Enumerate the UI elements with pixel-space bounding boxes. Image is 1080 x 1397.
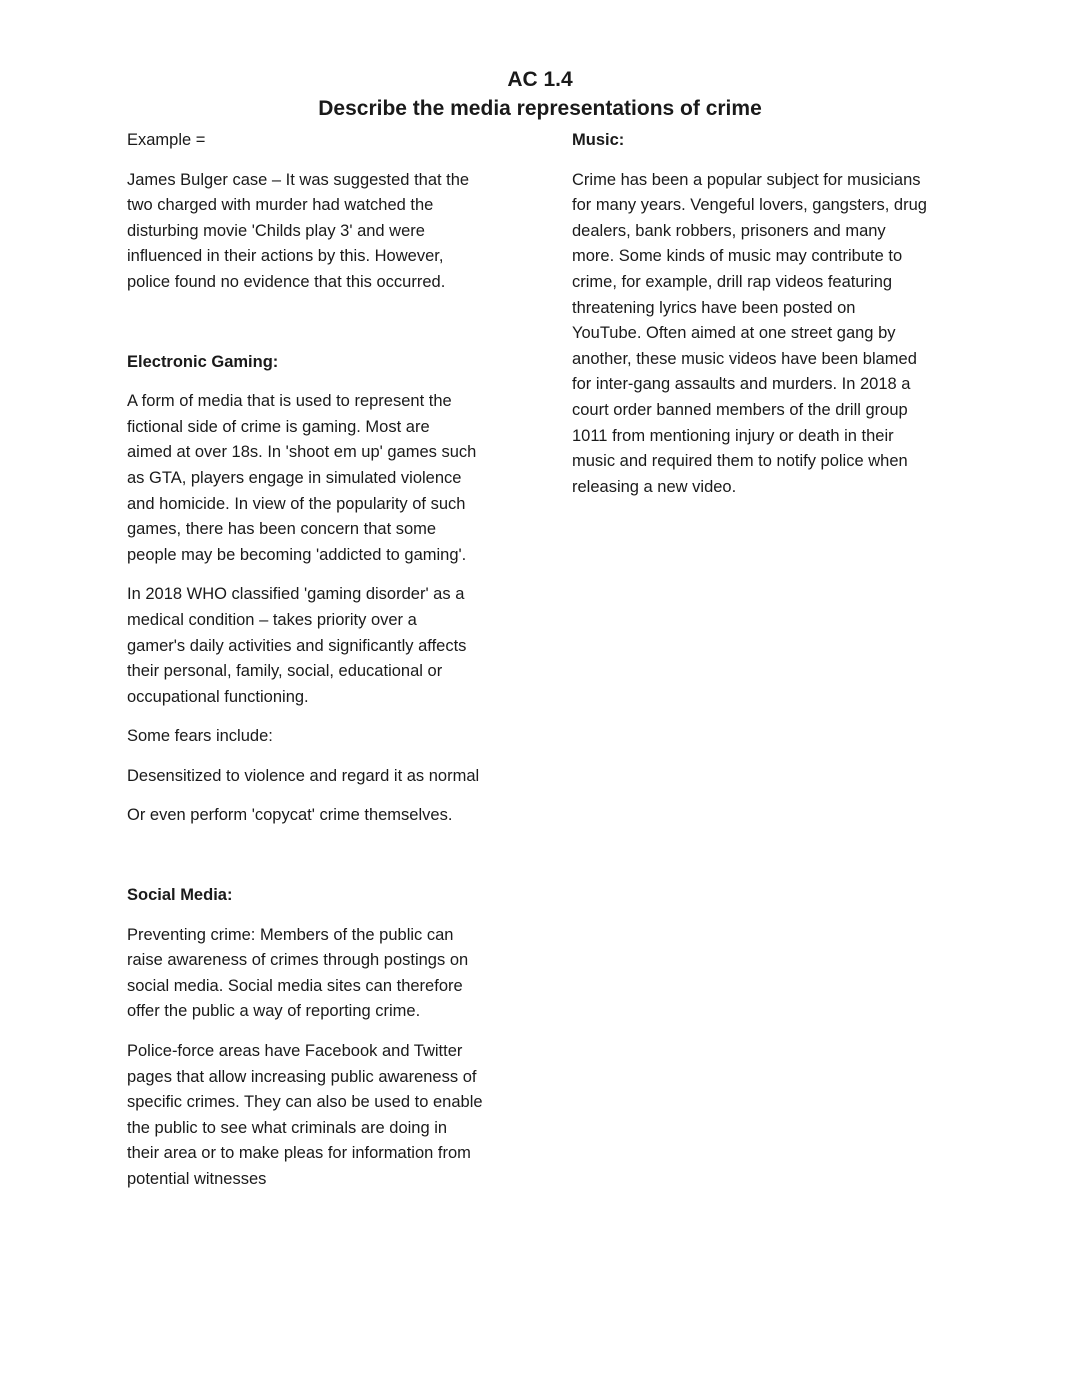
text-line: James Bulger case – It was suggested that the [127,170,470,189]
text-line: releasing a new video. [572,477,737,496]
text-line: aimed at over 18s. In 'shoot em up' games such [127,443,477,462]
text-line: specific crimes. They can also be used to enable [127,1093,483,1112]
gaming-heading: Electronic Gaming: [127,352,279,371]
fear-item-copycat: Or even perform 'copycat' crime themselves. [127,806,453,825]
text-line: games, there has been concern that some [127,520,437,539]
text-line: police found no evidence that this occurred. [127,272,446,291]
text-line: for inter-gang assaults and murders. In 2018 a [572,375,911,394]
social-paragraph-2 [127,1039,527,1193]
text-line: raise awareness of crimes through postings on [127,951,469,970]
text-line: Preventing crime: Members of the public can [127,925,454,944]
text-line: another, these music videos have been blamed [572,349,917,368]
bulger-paragraph [127,168,527,296]
text-line: two charged with murder had watched the [127,196,434,215]
gaming-paragraph-2 [127,582,527,710]
text-line: Crime has been a popular subject for musicians [572,170,921,189]
text-line: disturbing movie 'Childs play 3' and were [127,221,425,240]
text-line: gamer's daily activities and significantly affects [127,636,467,655]
text-line: people may be becoming 'addicted to gaming'. [127,545,467,564]
text-line: fictional side of crime is gaming. Most are [127,417,430,436]
text-line: In 2018 WHO classified 'gaming disorder' as a [127,585,465,604]
text-line: A form of media that is used to represent the [127,392,452,411]
text-line: for many years. Vengeful lovers, gangsters, drug [572,196,927,215]
social-paragraph-1 [127,923,527,1025]
text-line: YouTube. Often aimed at one street gang by [572,324,896,343]
example-label: Example = [127,131,206,149]
page-title: Describe the media representations of crime [318,97,762,120]
text-line: influenced in their actions by this. However, [127,247,444,266]
text-line: occupational functioning. [127,687,309,706]
left-column [127,128,527,1193]
text-line: their area or to make pleas for information from [127,1144,471,1163]
social-media-heading: Social Media: [127,886,233,905]
text-line: pages that allow increasing public awareness of [127,1067,477,1086]
music-paragraph [572,168,972,501]
right-column [572,128,972,500]
fear-item-desensitized: Desensitized to violence and regard it as normal [127,766,480,785]
text-line: threatening lyrics have been posted on [572,298,856,317]
text-line: as GTA, players engage in simulated violence [127,468,462,487]
page-header [0,66,1080,124]
text-line: more. Some kinds of music may contribute to [572,247,903,266]
music-heading: Music: [572,131,625,149]
text-line: 1011 from mentioning injury or death in their [572,426,894,445]
text-line: the public to see what criminals are doing in [127,1118,448,1137]
text-line: medical condition – takes priority over a [127,610,417,629]
text-line: offer the public a way of reporting crime. [127,1002,421,1021]
text-line: crime, for example, drill rap videos featuring [572,272,893,291]
text-line: social media. Social media sites can therefore [127,976,463,995]
assessment-code: AC 1.4 [507,68,573,91]
fears-intro: Some fears include: [127,727,273,746]
text-line: Police-force areas have Facebook and Twitter [127,1042,463,1061]
text-line: music and required them to notify police when [572,452,908,471]
text-line: their personal, family, social, educational or [127,662,443,681]
text-line: potential witnesses [127,1170,267,1188]
text-line: dealers, bank robbers, prisoners and many [572,221,886,240]
text-line: and homicide. In view of the popularity of such [127,494,466,513]
gaming-paragraph-1 [127,389,527,568]
text-line: court order banned members of the drill group [572,400,908,419]
